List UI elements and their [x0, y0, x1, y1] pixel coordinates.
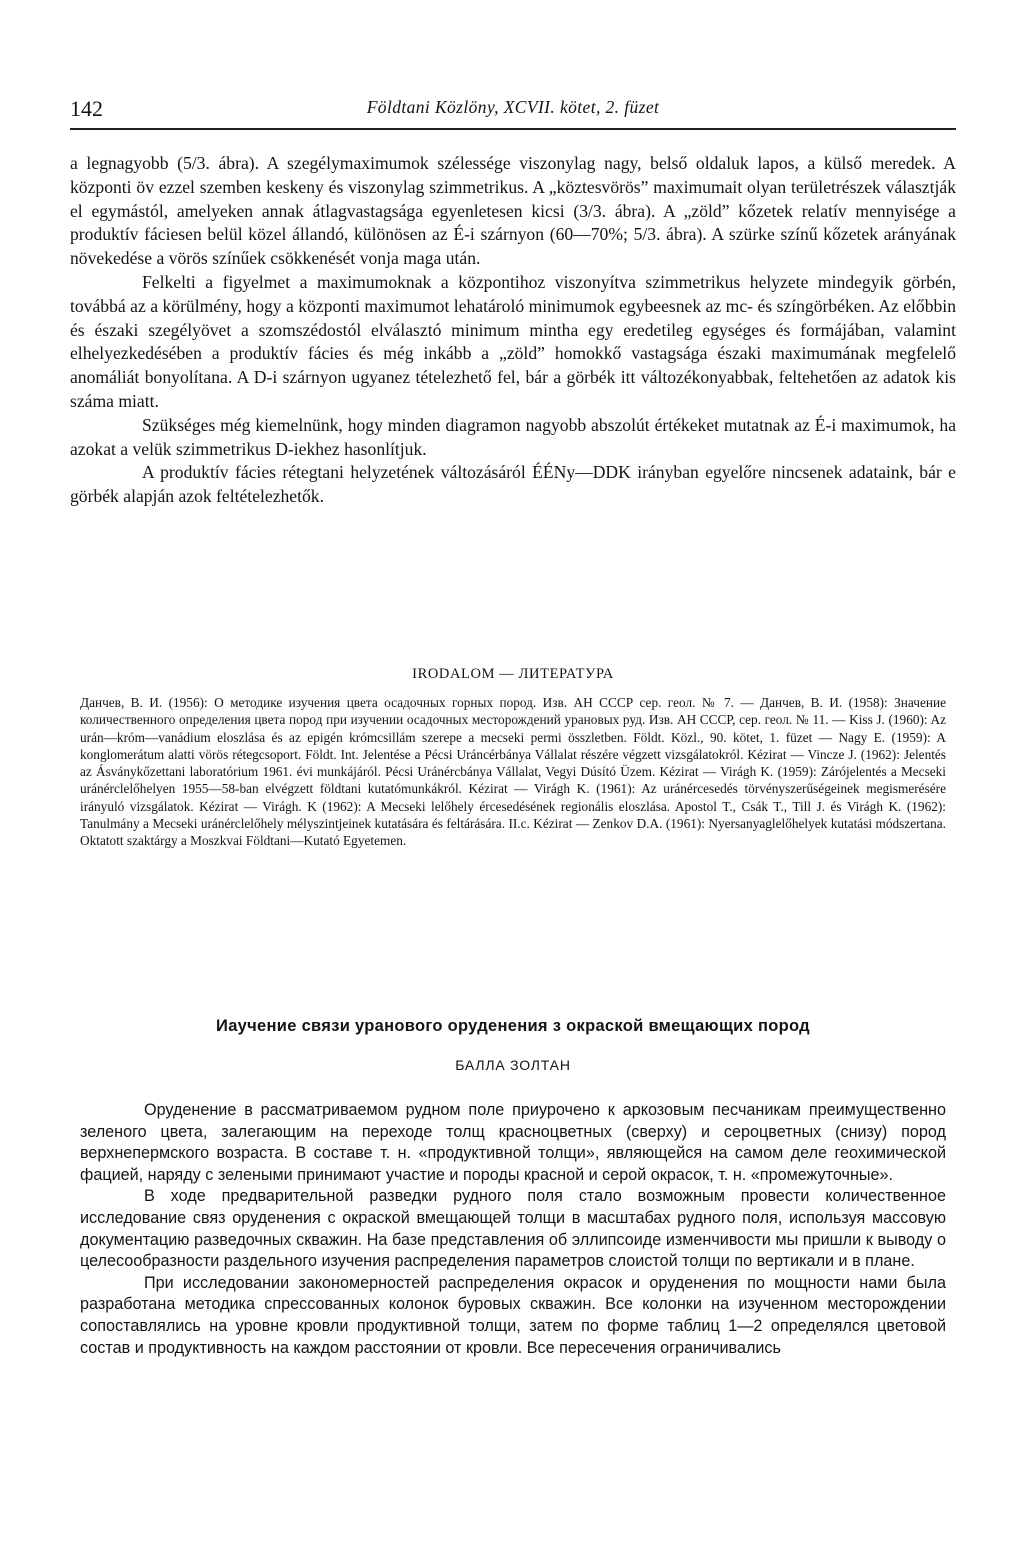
hungarian-body-text [70, 152, 956, 509]
body-paragraph: a legnagyobb (5/3. ábra). A szegélymaximumok szélessége viszonylag nagy, belső oldaluk lapos, a külső meredek. A központi öv ezzel szemben keskeny és viszonylag szimmetrikus. A „köztesvörös” maximumait olyan területrészek választják el egymástól, amelyeken annak átlagvastagsága egyenletesen kicsi (3/3. ábra). A „zöld” kőzetek relatív mennyisége a produktív fáciesen belül közel állandó, különösen az É-i szárnyon (60—70%; 5/3. ábra). A szürke színű kőzetek arányának növekedése a vörös színűek csökkenését vonja maga után. [70, 153, 956, 269]
body-paragraph: A produktív fácies rétegtani helyzetének változásáról ÉÉNy—DDK irányban egyelőre nincsenek adataink, bár e görbék alapján azok feltételezhetők. [70, 462, 956, 507]
russian-summary [80, 1100, 946, 1359]
body-paragraph: Szükséges még kiemelnünk, hogy minden diagramon nagyobb abszolút értékeket mutatnak az É-i maximumok, ha azokat a velük szimmetrikus D-iekhez hasonlítjuk. [70, 414, 956, 459]
page-number: 142 [70, 96, 103, 121]
article-title: Иаучение связи уранового оруденения з окраской вмещающих пород [216, 1017, 810, 1035]
running-header [70, 94, 956, 130]
body-paragraph: Felkelti a figyelmet a maximumoknak a központihoz viszonyítva szimmetrikus helyzete mindegyik görbén, továbbá az a körülmény, hogy a központi maximumot lehatároló minimumok egybeesnek az mc- és színgörbéken. Az előbbin és északi szegélyövet a szomszédostól elválasztó minimum mintha egy eredetileg egységes és formájában, valamint elhelyezkedésében a produktív fácies és még inkább a „zöld” homokkő vastagsága északi maximumának megfelelő anomáliát bonyolítana. A D-i szárnyon ugyanez tételezhető fel, bár a görbék itt változékonyabbak, feltehetően az adatok kis száma miatt. [70, 271, 956, 411]
references-list [80, 694, 946, 850]
references-heading: IRODALOM — ЛИТЕРАТУРА [412, 666, 614, 682]
summary-paragraph: При исследовании закономерностей распределения окрасок и оруденения по мощности нами была разработана методика спрессованных колонок буровых скважин. Все колонки на изученном месторождении сопоставлялись на уровне кровли продуктивной толщи, затем по форме таблиц 1—2 определялся цветовой состав и продуктивность на каждом расстоянии от кровли. Все пересечения ограничивались [80, 1273, 946, 1357]
journal-title: Földtani Közlöny, XCVII. kötet, 2. füzet [366, 97, 660, 117]
references-text: Данчев, В. И. (1956): О методике изучения цвета осадочных горных пород. Изв. АН СССР сер. геол. № 7. — Данчев, В. И. (1958): Значение количественного определения цвета пород при изучении осадочных месторождений урановых руд. Изв. АН СССР, сер. геол. № 11. — Kiss J. (1960): Az urán—króm—vanádium eloszlása és az epigén krómcsillám szerepe a mecseki permi összletben. Földt. Közl., 90. kötet, 1. füzet — Nagy E. (1959): A konglomerátum alatti vörös rétegcsoport. Földt. Int. Jelentése a Pécsi Uráncérbánya Vállalat részére végzett vizsgálatokról. Kézirat — Vincze J. (1962): Jelentés az Ásványkőzettani laboratórium 1961. évi munkájáról. Pécsi Uránércbánya Vállalat, Vegyi Dúsító Üzem. Kézirat — Virágh K. (1959): Zárójelentés a Mecseki uránérclelőhelyen 1955—58-ban elvégzett földtani kutatómunkákról. Kézirat — Virágh K. (1961): Az uránércesedés törvényszerűségeinek megismerésére irányuló vizsgálatok. Kézirat — Virágh. K (1962): A Mecseki lelőhely ércesedésének regionális eloszlása. Apostol T., Csák T., Till J. és Virágh K. (1962): Tanulmány a Mecseki uránérclelőhely mélyszintjeinek kutatására és feltárására. II.c. Kézirat — Zenkov D.A. (1961): Nyersanyaglelőhelyek kutatási módszertana. Oktatott szaktárgy a Moszkvai Földtani—Kutató Egyetemen. [80, 695, 946, 849]
article-author: БАЛЛА ЗОЛТАН [455, 1057, 571, 1073]
summary-paragraph: В ходе предварительной разведки рудного поля стало возможным провести количественное исследование связ оруденения с окраской вмещающей толщи в масштабах рудного поля, используя массовую документацию разведочных скважин. На базе представления об эллипсоиде изменчивости мы пришли к выводу о целесообразности раздельного изучения распределения параметров слоистой толщи по вертикали и в плане. [80, 1187, 946, 1271]
summary-paragraph: Оруденение в рассматриваемом рудном поле приурочено к аркозовым песчаникам преимущественно зеленого цвета, залегающим на переходе толщ красноцветных (сверху) и сероцветных (снизу) пород верхнепермского возраста. В составе т. н. «продуктивной толщи», являющейся на самом деле геохимической фацией, наряду с зелеными принимают участие и породы красной и серой окрасок, т. н. «промежуточные». [80, 1101, 946, 1184]
